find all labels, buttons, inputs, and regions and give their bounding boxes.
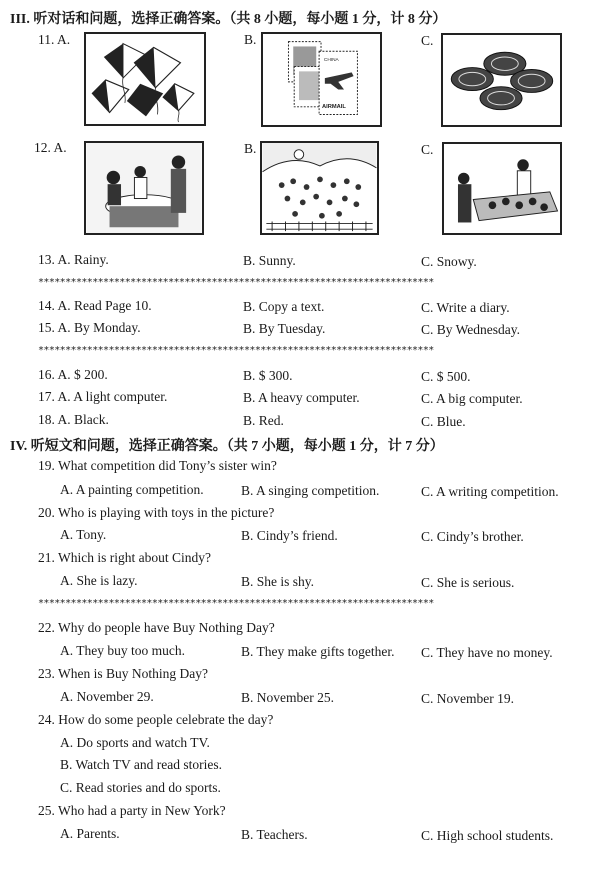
q13-option-c[interactable]: C. Snowy. [421,254,477,269]
coins-picture[interactable] [441,33,562,127]
q23-question: 23. When is Buy Nothing Day? [38,666,208,681]
q24-question: 24. How do some people celebrate the day? [38,712,274,727]
q20-option-c[interactable]: C. Cindy’s brother. [421,529,524,544]
family-dinner-drawing [86,143,202,233]
q17-option-b[interactable]: B. A heavy computer. [243,390,360,405]
stamp-airmail-text: AIRMAIL [321,103,346,110]
q13-option-b[interactable]: B. Sunny. [243,253,296,268]
q19-option-c[interactable]: C. A writing competition. [421,484,559,499]
q11-option-b-label: B. [244,32,257,47]
q15-option-b[interactable]: B. By Tuesday. [243,321,326,336]
separator-stars-2: ************************************************************************* [38,345,434,356]
family-dinner-picture[interactable] [84,141,204,235]
q12-option-c-label: C. [421,142,434,157]
stamp-country-text: CHINA [323,57,339,63]
q24-option-c[interactable]: C. Read stories and do sports. [60,780,221,795]
q22-option-b[interactable]: B. They make gifts together. [241,644,395,659]
q18-option-a[interactable]: 18. A. Black. [38,412,109,427]
q18-option-b[interactable]: B. Red. [243,413,284,428]
market-picture[interactable] [442,142,562,235]
q20-question: 20. Who is playing with toys in the picture? [38,505,275,520]
q17-option-c[interactable]: C. A big computer. [421,391,523,406]
q17-option-a[interactable]: 17. A. A light computer. [38,389,168,404]
kites-drawing [86,34,204,124]
q23-option-a[interactable]: A. November 29. [60,689,154,704]
section-3-title: III. 听对话和问题，选择正确答案。（共 8 小题，每小题 1 分，计 8 分） [10,12,447,27]
q21-option-b[interactable]: B. She is shy. [241,574,315,589]
q19-option-a[interactable]: A. A painting competition. [60,482,204,497]
q19-option-b[interactable]: B. A singing competition. [241,483,380,498]
coins-drawing [443,35,560,125]
q25-option-c[interactable]: C. High school students. [421,828,554,843]
q22-question: 22. Why do people have Buy Nothing Day? [38,620,275,635]
q22-option-a[interactable]: A. They buy too much. [60,643,185,658]
q12-option-a-label: 12. A. [34,140,67,155]
q22-option-c[interactable]: C. They have no money. [421,645,553,660]
q11-option-c-label: C. [421,33,434,48]
q16-option-c[interactable]: C. $ 500. [421,369,471,384]
crowd-park-picture[interactable] [260,141,379,235]
q11-option-a-label: 11. A. [38,32,71,47]
q15-option-a[interactable]: 15. A. By Monday. [38,320,141,335]
crowd-park-drawing [262,143,377,233]
q24-option-b[interactable]: B. Watch TV and read stories. [60,757,223,772]
q23-option-b[interactable]: B. November 25. [241,690,334,705]
separator-stars-1: ************************************************************************* [38,277,434,288]
stamps-picture[interactable] [261,32,382,127]
q18-option-c[interactable]: C. Blue. [421,414,466,429]
kites-picture[interactable] [84,32,206,126]
stamps-drawing [263,34,380,125]
q14-option-b[interactable]: B. Copy a text. [243,299,325,314]
q20-option-b[interactable]: B. Cindy’s friend. [241,528,338,543]
q21-option-a[interactable]: A. She is lazy. [60,573,138,588]
q21-option-c[interactable]: C. She is serious. [421,575,515,590]
market-drawing [444,144,560,233]
q24-option-a[interactable]: A. Do sports and watch TV. [60,735,210,750]
q20-option-a[interactable]: A. Tony. [60,527,107,542]
q21-question: 21. Which is right about Cindy? [38,550,211,565]
separator-stars-3: ************************************************************************* [38,598,434,609]
q16-option-b[interactable]: B. $ 300. [243,368,293,383]
q14-option-c[interactable]: C. Write a diary. [421,300,510,315]
q15-option-c[interactable]: C. By Wednesday. [421,322,521,337]
q19-question: 19. What competition did Tony’s sister win? [38,458,277,473]
q25-option-a[interactable]: A. Parents. [60,826,120,841]
q12-option-b-label: B. [244,141,257,156]
q13-option-a[interactable]: 13. A. Rainy. [38,252,109,267]
q16-option-a[interactable]: 16. A. $ 200. [38,367,108,382]
q25-question: 25. Who had a party in New York? [38,803,226,818]
q25-option-b[interactable]: B. Teachers. [241,827,308,842]
section-4-title: IV. 听短文和问题，选择正确答案。（共 7 小题，每小题 1 分，计 7 分） [10,439,444,454]
q23-option-c[interactable]: C. November 19. [421,691,514,706]
q14-option-a[interactable]: 14. A. Read Page 10. [38,298,152,313]
